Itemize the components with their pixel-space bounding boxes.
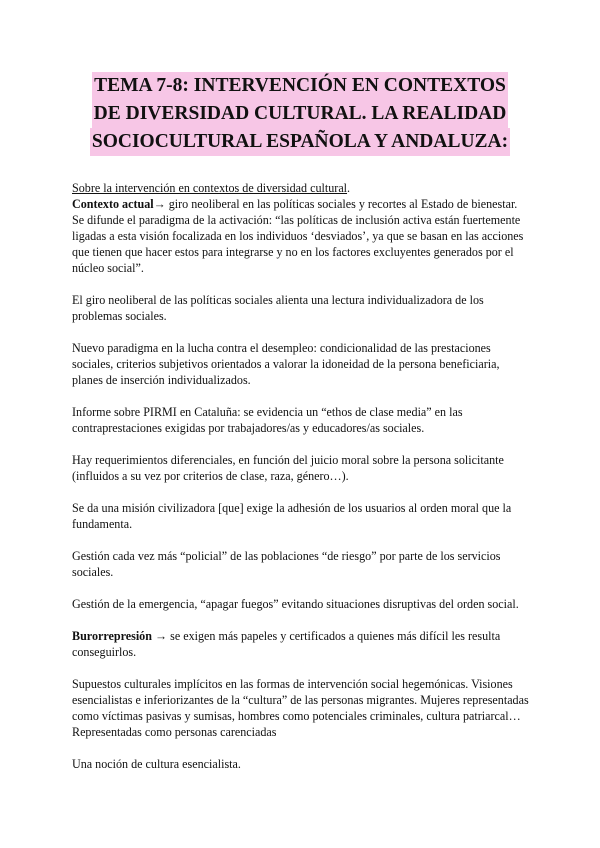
supuestos-paragraph: Supuestos culturales implícitos en las formas de intervención social hegemónicas. Visiones esencialistas e inferiorizantes de la “cultura” de las personas migrantes. Mujeres representadas como víctimas pasivas y sumisas, hombres como potenciales criminales, cultura patriarcal… Representadas como personas carenciadas <box>72 677 529 739</box>
burorrepresion-paragraph <box>72 628 532 660</box>
arrow-contexto: → <box>153 197 166 211</box>
mision-paragraph: Se da una misión civilizadora [que] exige la adhesión de los usuarios al orden moral que la fundamenta. <box>72 501 512 531</box>
burorrepresion-text: se exigen más papeles y certificados a quienes más difícil les resulta conseguirlos. <box>72 629 501 659</box>
contexto-label: Contexto actual <box>72 197 154 211</box>
title-line-1: TEMA 7-8: INTERVENCIÓN EN CONTEXTOS <box>92 72 508 100</box>
intro-heading: Sobre la intervención en contextos de diversidad cultural <box>72 181 348 195</box>
intro-heading-paragraph <box>72 180 532 196</box>
requerimientos-paragraph: Hay requerimientos diferenciales, en función del juicio moral sobre la persona solicitante (influidos a su vez por criterios de clase, raza, género…). <box>72 453 504 483</box>
paradigma-paragraph: Nuevo paradigma en la lucha contra el desempleo: condicionalidad de las prestaciones sociales, criterios subjetivos orientados a valorar la idoneidad de la persona beneficiaria, planes de inserción individualizados. <box>72 341 500 387</box>
contexto-text: giro neoliberal en las políticas sociales y recortes al Estado de bienestar. Se difunde el paradigma de la activación: “las políticas de inclusión activa están fuertemente ligadas a esta visión focalizada en los individuos ‘desviados’, ya que se basan en las acciones que tienen que hacer estos para integrarse y no en los factores excluyentes generados por el núcleo social”. <box>72 197 524 275</box>
contexto-paragraph <box>72 196 532 276</box>
pirmi-paragraph: Informe sobre PIRMI en Cataluña: se evidencia un “ethos de clase media” en las contraprestaciones exigidas por trabajadores/as y educadores/as sociales. <box>72 405 463 435</box>
document-body <box>72 180 532 788</box>
title-line-3: SOCIOCULTURAL ESPAÑOLA Y ANDALUZA: <box>90 128 510 156</box>
intro-heading-dot: . <box>347 181 351 195</box>
gestion-policial-paragraph: Gestión cada vez más “policial” de las poblaciones “de riesgo” por parte de los servicios sociales. <box>72 549 501 579</box>
emergencia-paragraph: Gestión de la emergencia, “apagar fuegos” evitando situaciones disruptivas del orden social. <box>72 597 519 611</box>
nocion-paragraph: Una noción de cultura esencialista. <box>72 757 241 771</box>
burorrepresion-label: Burorrepresión <box>72 629 152 643</box>
arrow-burorrepresion: → <box>155 629 168 643</box>
document-title <box>60 72 540 156</box>
giro-paragraph: El giro neoliberal de las políticas sociales alienta una lectura individualizadora de los problemas sociales. <box>72 293 484 323</box>
title-line-2: DE DIVERSIDAD CULTURAL. LA REALIDAD <box>92 100 509 128</box>
